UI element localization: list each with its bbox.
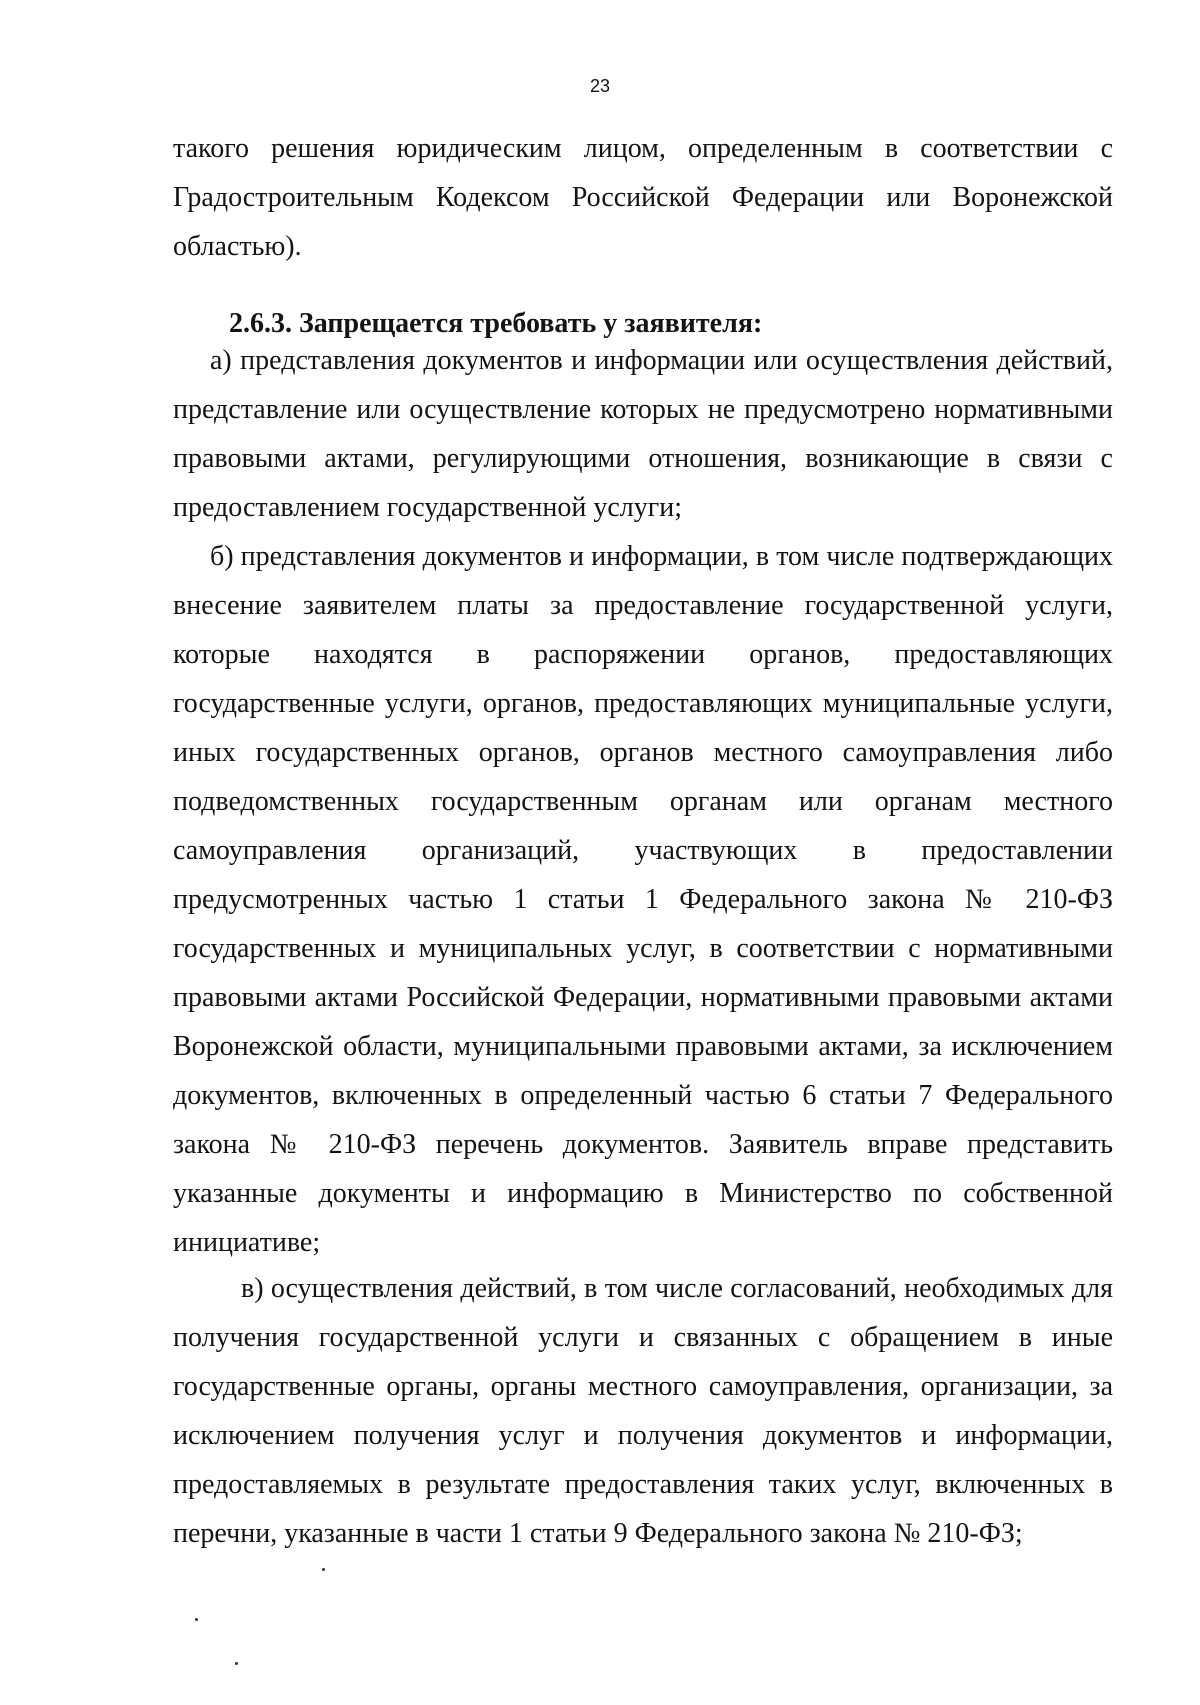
list-item-c (173, 1264, 1113, 1558)
section-heading: 2.6.3. Запрещается требовать у заявителя: (229, 308, 763, 339)
paragraph-intro-text: такого решения юридическим лицом, определенным в соответствии с Градостроительным Кодексом Российской Федерации или Воронежской областью). (173, 133, 1113, 262)
scan-speck (235, 1662, 238, 1665)
list-item-a (173, 336, 1113, 532)
list-item-c-text: в) осуществления действий, в том числе согласований, необходимых для получения государственной услуги и связанных с обращением в иные государственные органы, органы местного самоуправления, организации, за исключением получения услуг и получения документов и информации, предоставляемых в результате предоставления таких услуг, включенных в перечни, указанные в части 1 статьи 9 Федерального закона № 210-ФЗ; (173, 1273, 1113, 1549)
list-item-b (173, 532, 1113, 1267)
list-item-a-text: а) представления документов и информации или осуществления действий, представление или осуществление которых не предусмотрено нормативными правовыми актами, регулирующими отношения, возникающие в связи с предоставлением государственной услуги; (173, 345, 1113, 523)
paragraph-intro (173, 124, 1113, 271)
scan-speck (322, 1568, 325, 1571)
scan-speck (195, 1618, 198, 1621)
page-number: 23 (589, 76, 611, 96)
list-item-b-text: б) представления документов и информации, в том числе подтверждающих внесение заявителем платы за предоставление государственной услуги, которые находятся в распоряжении органов, предоставляющих государственные услуги, органов, предоставляющих муниципальные услуги, иных государственных органов, органов местного самоуправления либо подведомственных государственным органам или органам местного самоуправления организаций, участвующих в предоставлении предусмотренных частью 1 статьи 1 Федерального закона № 210-ФЗ государственных и муниципальных услуг, в соответствии с нормативными правовыми актами Российской Федерации, нормативными правовыми актами Воронежской области, муниципальными правовыми актами, за исключением документов, включенных в определенный частью 6 статьи 7 Федерального закона № 210-ФЗ перечень документов. Заявитель вправе представить указанные документы и информацию в Министерство по собственной инициативе; (173, 541, 1113, 1258)
